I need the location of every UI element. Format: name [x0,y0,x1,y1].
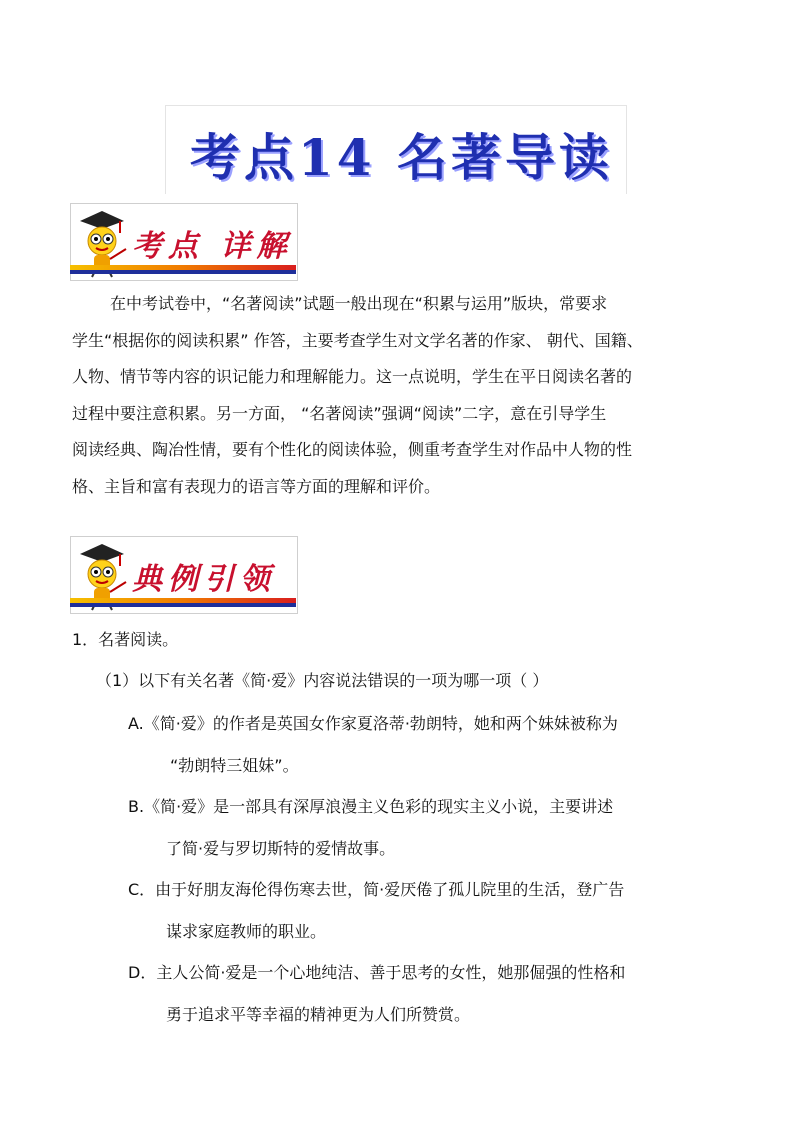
option-c-line2: 谋求家庭教师的职业。 [166,922,327,941]
intro-line: 格、主旨和富有表现力的语言等方面的理解和评价。 [72,476,441,496]
intro-line: 学生“根据你的阅读积累” 作答，主要考查学生对文学名著的作家、 朝代、国籍、 [72,330,643,350]
banner-underline-blue [70,270,296,274]
option-c-line1: C．由于好朋友海伦得伤寒去世，简·爱厌倦了孤儿院里的生活，登广告 [128,880,625,899]
option-b-line2: 了简·爱与罗切斯特的爱情故事。 [166,839,396,858]
section-banner-examples [70,536,298,616]
question-number: 1．名著阅读。 [72,630,179,649]
banner-underline-blue [70,603,296,607]
intro-line: 人物、情节等内容的识记能力和理解能力。这一点说明，学生在平日阅读名著的 [72,367,633,386]
question-sub: （1）以下有关名著《简·爱》内容说法错误的一项为哪一项（ ） [96,671,549,690]
title-box [165,105,627,194]
section-banner-details [70,203,298,283]
intro-line: 在中考试卷中，“名著阅读”试题一般出现在“积累与运用”版块，常要求 [110,294,608,313]
intro-line: 过程中要注意积累。另一方面， “名著阅读”强调“阅读”二字，意在引导学生 [72,403,607,423]
section-heading-examples: 典例引领 [132,562,276,597]
section-heading-details: 考点 详解 [132,229,293,264]
option-b-line1: B.《简·爱》是一部具有深厚浪漫主义色彩的现实主义小说，主要讲述 [128,797,614,816]
option-a-line2: “勃朗特三姐妹”。 [170,756,299,775]
option-d-line1: D．主人公简·爱是一个心地纯洁、善于思考的女性，她那倔强的性格和 [128,963,626,982]
option-a-line1: A.《简·爱》的作者是英国女作家夏洛蒂·勃朗特，她和两个妹妹被称为 [128,714,618,733]
page-title: 考点14 名著导读 [190,128,613,187]
intro-paragraph [72,286,732,505]
intro-line: 阅读经典、陶冶性情，要有个性化的阅读体验，侧重考查学生对作品中人物的性 [72,440,633,459]
option-d-line2: 勇于追求平等幸福的精神更为人们所赞赏。 [166,1005,471,1024]
